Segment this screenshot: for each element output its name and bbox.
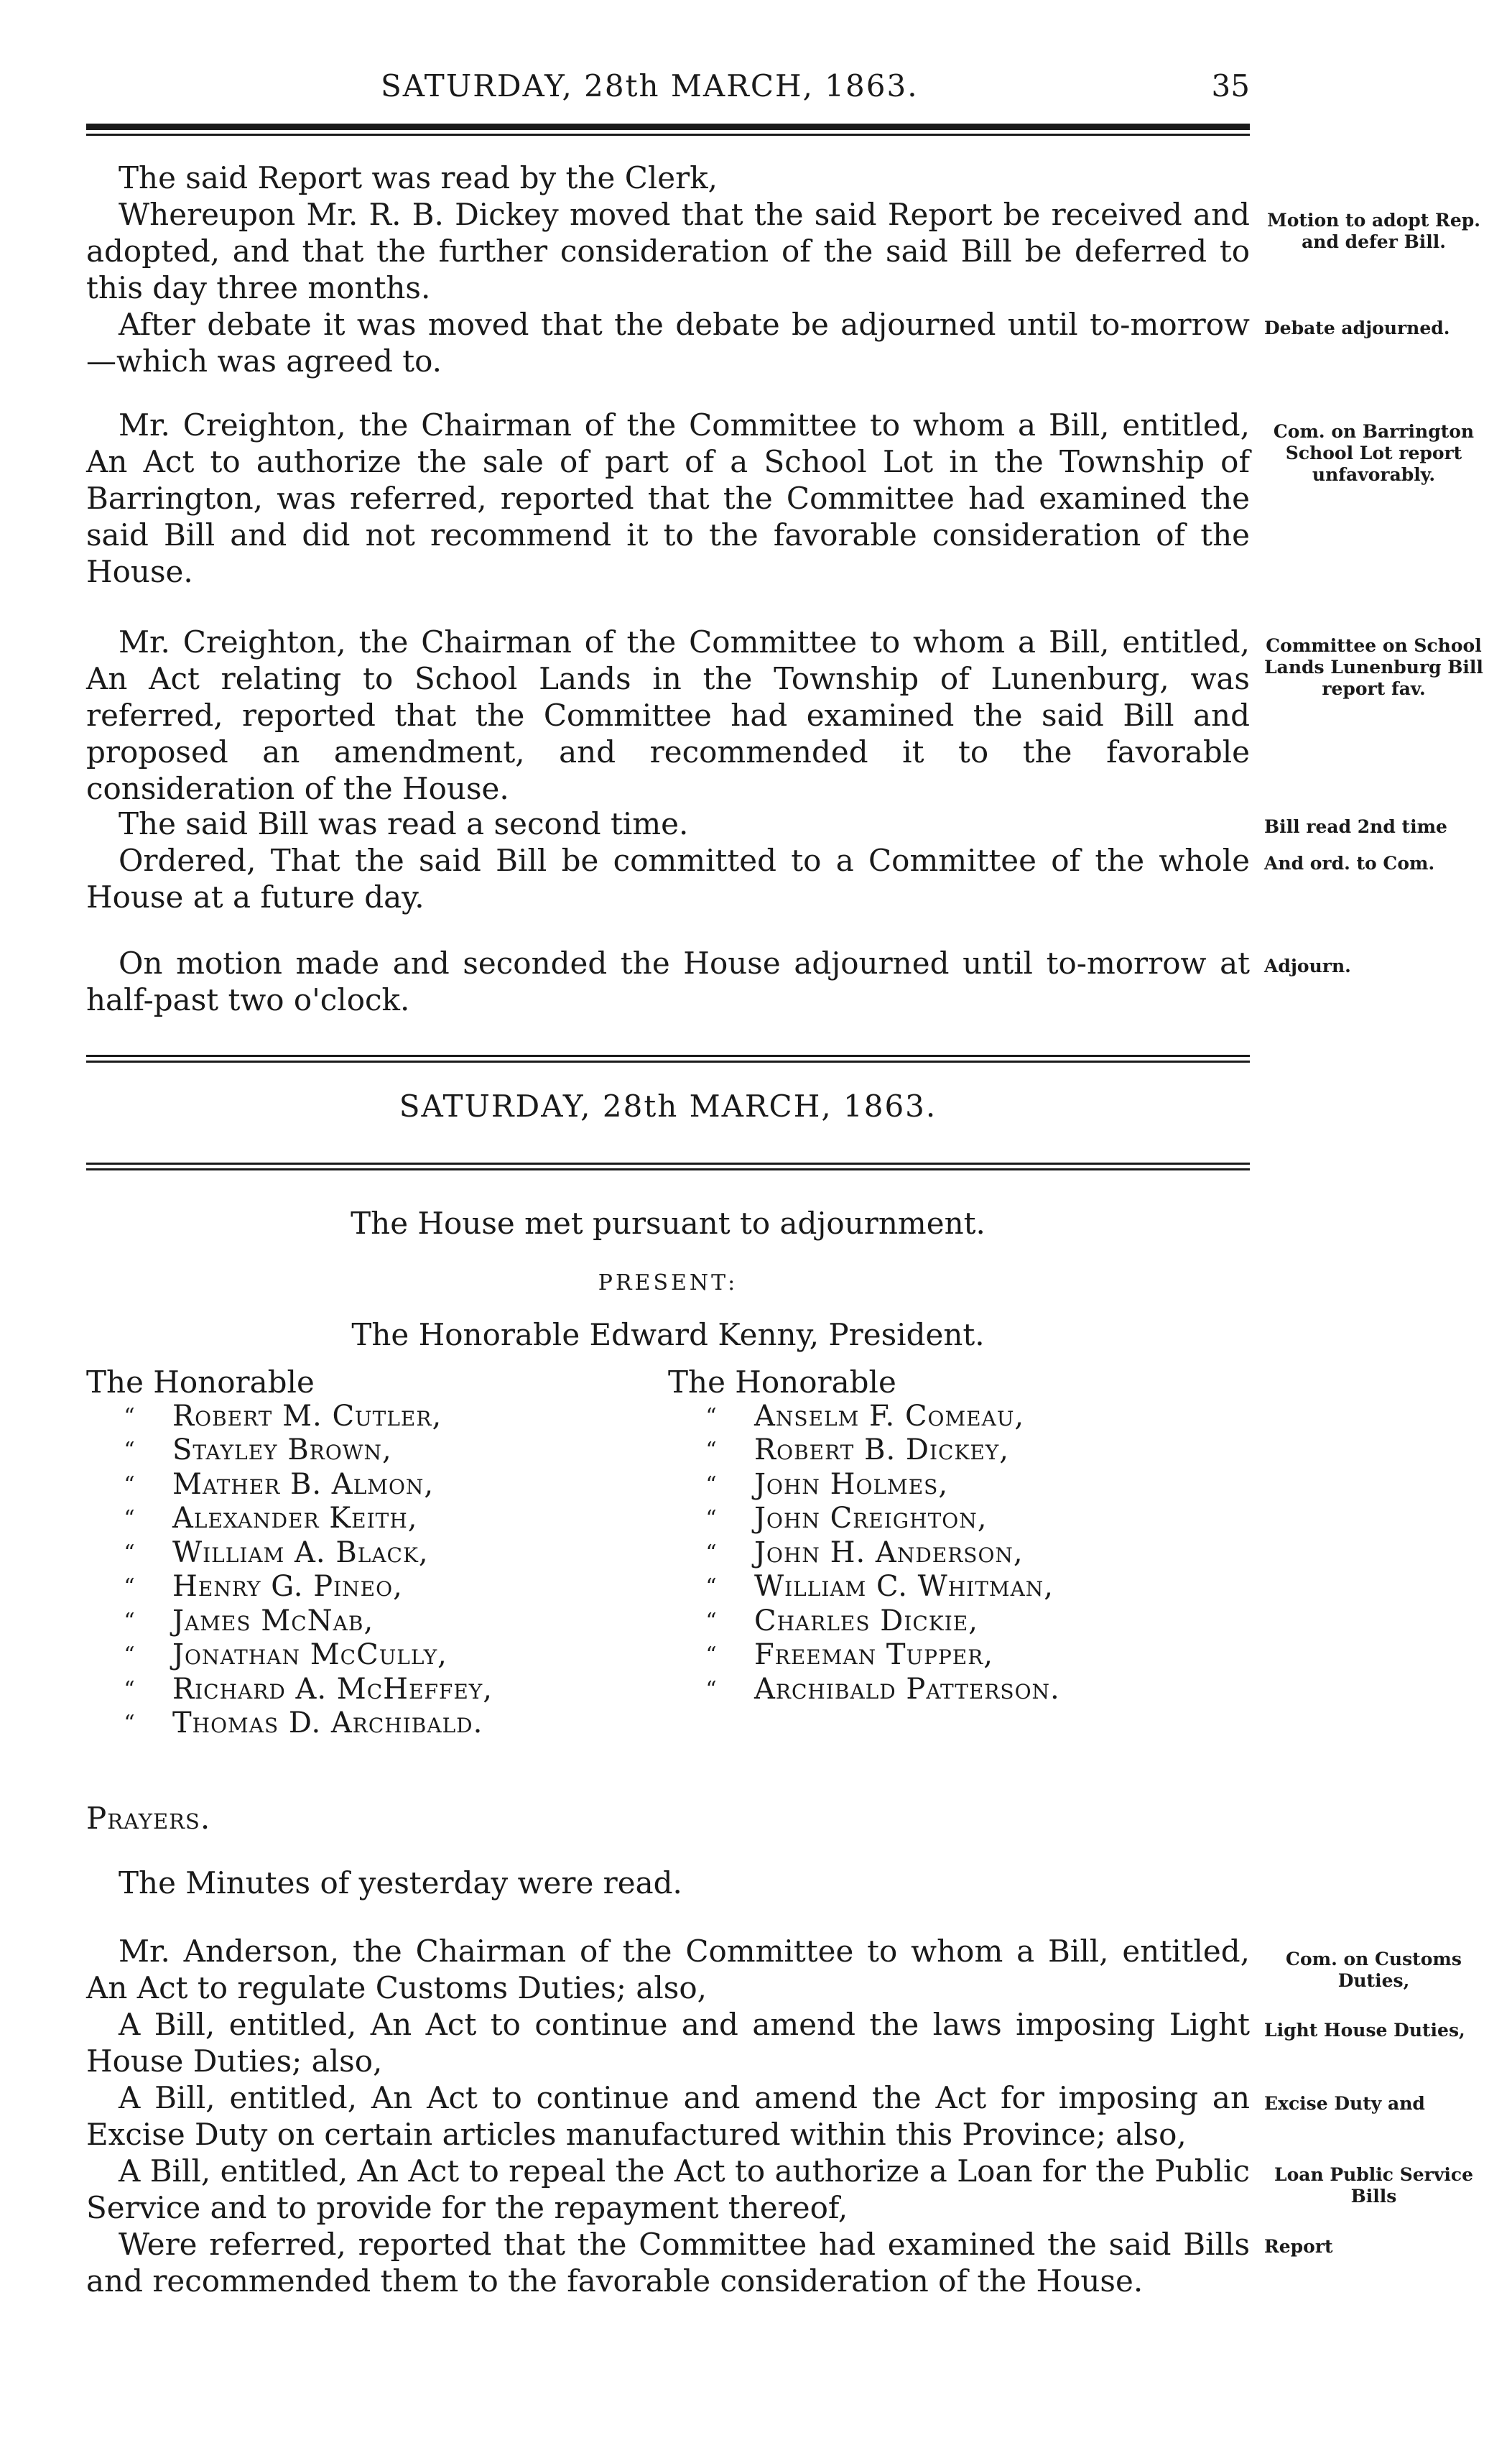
page-number: 35: [1211, 68, 1250, 103]
margin-note: Adjourn.: [1264, 956, 1351, 976]
margin-note: Com. on Customs Duties,: [1286, 1949, 1462, 1991]
member-row: [668, 1638, 1060, 1673]
section-rule: [86, 1163, 1250, 1165]
member-row: [86, 1502, 493, 1536]
margin-note: Loan Public Service Bills: [1274, 2164, 1473, 2207]
member-row: [86, 1570, 493, 1604]
margin-note: Bill read 2nd time: [1264, 816, 1447, 837]
margin-note: Excise Duty and: [1264, 2093, 1425, 2114]
paragraph: Mr. Anderson, the Chairman of the Committee to whom a Bill, entitled, An Act to regulate Customs Duties; also,: [86, 1934, 1250, 2005]
header-title: SATURDAY, 28th MARCH, 1863.: [381, 68, 919, 103]
member-name: William C. Whitman,: [754, 1570, 1054, 1603]
prayers-line: Prayers.: [86, 1801, 211, 1836]
margin-note: Debate adjourned.: [1264, 318, 1450, 338]
member-row: [86, 1433, 493, 1468]
paragraph: The said Report was read by the Clerk,: [119, 160, 718, 195]
member-row: [668, 1502, 1060, 1536]
section-rule: [86, 1061, 1250, 1063]
margin-note: And ord. to Com.: [1264, 853, 1435, 874]
member-row: [86, 1604, 493, 1639]
margin-note: Com. on Barrington School Lot report unfavorably.: [1273, 421, 1475, 485]
ditto-mark: “: [705, 1540, 717, 1566]
member-row: [86, 1468, 493, 1502]
member-name: Anselm F. Comeau,: [754, 1399, 1025, 1433]
member-name: Richard A. McHeffey,: [172, 1672, 493, 1706]
member-row: [668, 1570, 1060, 1604]
president-line: The Honorable Edward Kenny, President.: [351, 1317, 985, 1352]
member-row: [86, 1706, 493, 1741]
member-name: Archibald Patterson.: [754, 1672, 1060, 1706]
members-left-column: [86, 1365, 493, 1741]
margin-note: Committee on School Lands Lunenburg Bill report fav.: [1264, 635, 1483, 699]
member-row: [668, 1433, 1060, 1468]
ditto-mark: “: [705, 1472, 717, 1497]
member-row: [668, 1536, 1060, 1571]
paragraph: Were referred, reported that the Committee had examined the said Bills and recommended them to the favorable consideration of the House.: [86, 2227, 1250, 2299]
running-head: [86, 68, 1250, 119]
member-name: James McNab,: [172, 1604, 374, 1638]
ditto-mark: “: [705, 1438, 717, 1463]
member-name: Thomas D. Archibald.: [172, 1706, 483, 1740]
member-name: John Holmes,: [754, 1467, 949, 1501]
ditto-mark: “: [124, 1676, 135, 1702]
present-label: PRESENT:: [598, 1270, 738, 1295]
section-rule: [86, 1055, 1250, 1057]
paragraph: Mr. Creighton, the Chairman of the Committee to whom a Bill, entitled, An Act relating to School Lands in the Township of Lunenburg, was referred, reported that the Committee had examined the said Bill and proposed an amendment, and recommended it to the favorable consideration of the House.: [86, 624, 1250, 806]
ditto-mark: “: [124, 1711, 135, 1736]
member-row: [668, 1468, 1060, 1502]
margin-note: Motion to adopt Rep. and defer Bill.: [1267, 210, 1480, 252]
member-name: Robert M. Cutler,: [172, 1399, 442, 1433]
paragraph: On motion made and seconded the House adjourned until to-morrow at half-past two o'clock.: [86, 946, 1250, 1017]
member-name: Jonathan McCully,: [172, 1638, 447, 1671]
member-name: Alexander Keith,: [172, 1502, 418, 1535]
ditto-mark: “: [124, 1438, 135, 1463]
member-row: [86, 1673, 493, 1707]
member-row: [86, 1536, 493, 1571]
member-name: Henry G. Pineo,: [172, 1570, 403, 1603]
member-row: [86, 1638, 493, 1673]
member-row: [668, 1604, 1060, 1639]
section-title: SATURDAY, 28th MARCH, 1863.: [399, 1089, 937, 1124]
ditto-mark: “: [124, 1472, 135, 1497]
ditto-mark: “: [705, 1608, 717, 1634]
ditto-mark: “: [705, 1506, 717, 1531]
paragraph: Ordered, That the said Bill be committed to a Committee of the whole House at a future day.: [86, 843, 1250, 915]
ditto-mark: “: [124, 1403, 135, 1429]
member-name: Stayley Brown,: [172, 1433, 392, 1467]
section-rule: [86, 1168, 1250, 1170]
met-line: The House met pursuant to adjournment.: [351, 1206, 985, 1241]
member-name: Freeman Tupper,: [754, 1638, 994, 1671]
header-rule: [86, 124, 1250, 130]
column-heading: The Honorable: [86, 1364, 315, 1400]
paragraph: Mr. Creighton, the Chairman of the Committee to whom a Bill, entitled, An Act to authorize the sale of part of a School Lot in the Township of Barrington, was referred, reported that the Committee had examined the said Bill and did not recommend it to the favorable consideration of the House.: [86, 407, 1250, 589]
paragraph: A Bill, entitled, An Act to repeal the Act to authorize a Loan for the Public Service and to provide for the repayment thereof,: [86, 2153, 1250, 2225]
member-name: John Creighton,: [754, 1502, 988, 1535]
paragraph: A Bill, entitled, An Act to continue and amend the laws imposing Light House Duties; also,: [86, 2007, 1250, 2079]
minutes-line: The Minutes of yesterday were read.: [119, 1865, 682, 1900]
ditto-mark: “: [124, 1540, 135, 1566]
member-name: William A. Black,: [172, 1535, 429, 1569]
margin-note: Light House Duties,: [1264, 2020, 1465, 2041]
ditto-mark: “: [705, 1403, 717, 1429]
members-right-column: [668, 1365, 1060, 1706]
column-heading: The Honorable: [668, 1364, 896, 1400]
ditto-mark: “: [124, 1608, 135, 1634]
header-rule-thin: [86, 134, 1250, 136]
ditto-mark: “: [124, 1574, 135, 1599]
paragraph: The said Bill was read a second time.: [119, 806, 689, 841]
member-name: Charles Dickie,: [754, 1604, 978, 1638]
paragraph: A Bill, entitled, An Act to continue and amend the Act for imposing an Excise Duty on certain articles manufactured within this Province; also,: [86, 2080, 1250, 2152]
member-name: John H. Anderson,: [754, 1535, 1024, 1569]
member-row: [668, 1400, 1060, 1434]
ditto-mark: “: [705, 1574, 717, 1599]
member-name: Mather B. Almon,: [172, 1467, 435, 1501]
member-name: Robert B. Dickey,: [754, 1433, 1010, 1467]
margin-note: Report: [1264, 2236, 1333, 2257]
ditto-mark: “: [124, 1506, 135, 1531]
member-row: [86, 1400, 493, 1434]
member-row: [668, 1673, 1060, 1707]
ditto-mark: “: [705, 1676, 717, 1702]
ditto-mark: “: [705, 1643, 717, 1668]
paragraph: Whereupon Mr. R. B. Dickey moved that the said Report be received and adopted, and that the further consideration of the said Bill be deferred to this day three months.: [86, 197, 1250, 305]
ditto-mark: “: [124, 1643, 135, 1668]
paragraph: After debate it was moved that the debate be adjourned until to-morrow —which was agreed to.: [86, 307, 1250, 379]
